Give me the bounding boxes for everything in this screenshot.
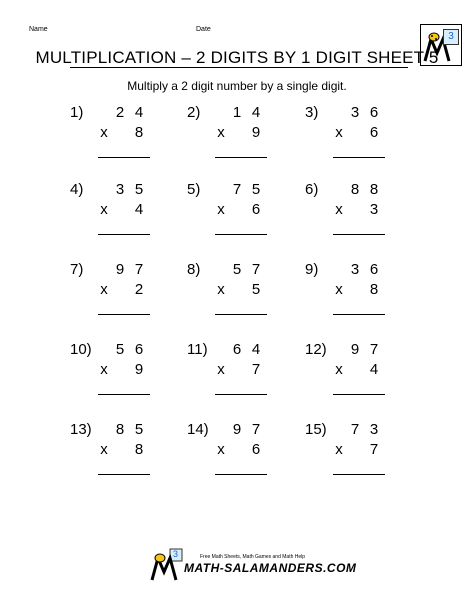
footer-brand: MATH-SALAMANDERS.COM (184, 561, 357, 575)
ones-digit: 7 (134, 261, 144, 278)
multiplier-digit: 2 (134, 281, 144, 298)
answer-line (98, 234, 150, 235)
multiplier-digit: 3 (369, 201, 379, 218)
ones-digit: 7 (369, 341, 379, 358)
times-symbol: x (335, 124, 343, 141)
times-symbol: x (217, 361, 225, 378)
answer-line (215, 234, 267, 235)
answer-line (215, 314, 267, 315)
problem-label: 12) (305, 341, 327, 358)
tens-digit: 6 (232, 341, 242, 358)
ones-digit: 6 (369, 261, 379, 278)
ones-digit: 6 (369, 104, 379, 121)
ones-digit: 4 (251, 341, 261, 358)
multiplier-digit: 8 (134, 441, 144, 458)
problem-label: 14) (187, 421, 209, 438)
ones-digit: 4 (134, 104, 144, 121)
logo-number: 3 (443, 29, 459, 45)
times-symbol: x (217, 201, 225, 218)
answer-line (98, 314, 150, 315)
ones-digit: 4 (251, 104, 261, 121)
multiplier-digit: 8 (134, 124, 144, 141)
tens-digit: 5 (115, 341, 125, 358)
times-symbol: x (100, 281, 108, 298)
times-symbol: x (217, 441, 225, 458)
answer-line (215, 157, 267, 158)
answer-line (98, 157, 150, 158)
date-label: Date (196, 26, 211, 33)
multiplier-digit: 6 (369, 124, 379, 141)
ones-digit: 7 (251, 261, 261, 278)
problem-label: 7) (70, 261, 84, 278)
answer-line (215, 394, 267, 395)
times-symbol: x (100, 124, 108, 141)
ones-digit: 8 (369, 181, 379, 198)
tens-digit: 3 (115, 181, 125, 198)
ones-digit: 5 (134, 181, 144, 198)
multiplier-digit: 6 (251, 201, 261, 218)
answer-line (98, 474, 150, 475)
problem-label: 3) (305, 104, 319, 121)
problem-label: 10) (70, 341, 92, 358)
times-symbol: x (217, 281, 225, 298)
problem-label: 5) (187, 181, 201, 198)
times-symbol: x (100, 441, 108, 458)
tens-digit: 5 (232, 261, 242, 278)
answer-line (333, 474, 385, 475)
answer-line (98, 394, 150, 395)
problem-label: 6) (305, 181, 319, 198)
multiplier-digit: 5 (251, 281, 261, 298)
problem-label: 13) (70, 421, 92, 438)
tens-digit: 3 (350, 261, 360, 278)
times-symbol: x (335, 441, 343, 458)
times-symbol: x (100, 361, 108, 378)
times-symbol: x (335, 361, 343, 378)
problem-label: 8) (187, 261, 201, 278)
tens-digit: 8 (115, 421, 125, 438)
tens-digit: 1 (232, 104, 242, 121)
multiplier-digit: 8 (369, 281, 379, 298)
answer-line (333, 234, 385, 235)
times-symbol: x (217, 124, 225, 141)
ones-digit: 3 (369, 421, 379, 438)
tens-digit: 3 (350, 104, 360, 121)
title-underline (70, 67, 408, 68)
footer-tagline: Free Math Sheets, Math Games and Math Help (200, 554, 306, 560)
multiplier-digit: 6 (251, 441, 261, 458)
multiplier-digit: 7 (251, 361, 261, 378)
page-title: MULTIPLICATION – 2 DIGITS BY 1 DIGIT SHEET 5 (35, 48, 439, 67)
footer-logo-number: 3 (173, 549, 179, 559)
multiplier-digit: 9 (251, 124, 261, 141)
times-symbol: x (335, 201, 343, 218)
answer-line (333, 157, 385, 158)
problem-label: 9) (305, 261, 319, 278)
times-symbol: x (100, 201, 108, 218)
ones-digit: 5 (251, 181, 261, 198)
tens-digit: 2 (115, 104, 125, 121)
problem-label: 1) (70, 104, 84, 121)
tens-digit: 9 (350, 341, 360, 358)
name-label: Name (29, 26, 48, 33)
ones-digit: 6 (134, 341, 144, 358)
tens-digit: 8 (350, 181, 360, 198)
ones-digit: 7 (251, 421, 261, 438)
instructions: Multiply a 2 digit number by a single digit. (127, 79, 347, 93)
multiplier-digit: 4 (134, 201, 144, 218)
salamander-icon (148, 548, 184, 582)
ones-digit: 5 (134, 421, 144, 438)
problem-label: 2) (187, 104, 201, 121)
multiplier-digit: 7 (369, 441, 379, 458)
multiplier-digit: 4 (369, 361, 379, 378)
answer-line (333, 394, 385, 395)
tens-digit: 7 (350, 421, 360, 438)
problem-label: 11) (187, 341, 208, 358)
problem-label: 15) (305, 421, 327, 438)
answer-line (215, 474, 267, 475)
tens-digit: 9 (115, 261, 125, 278)
problem-label: 4) (70, 181, 84, 198)
answer-line (333, 314, 385, 315)
times-symbol: x (335, 281, 343, 298)
tens-digit: 9 (232, 421, 242, 438)
multiplier-digit: 9 (134, 361, 144, 378)
tens-digit: 7 (232, 181, 242, 198)
footer-logo (148, 548, 357, 582)
